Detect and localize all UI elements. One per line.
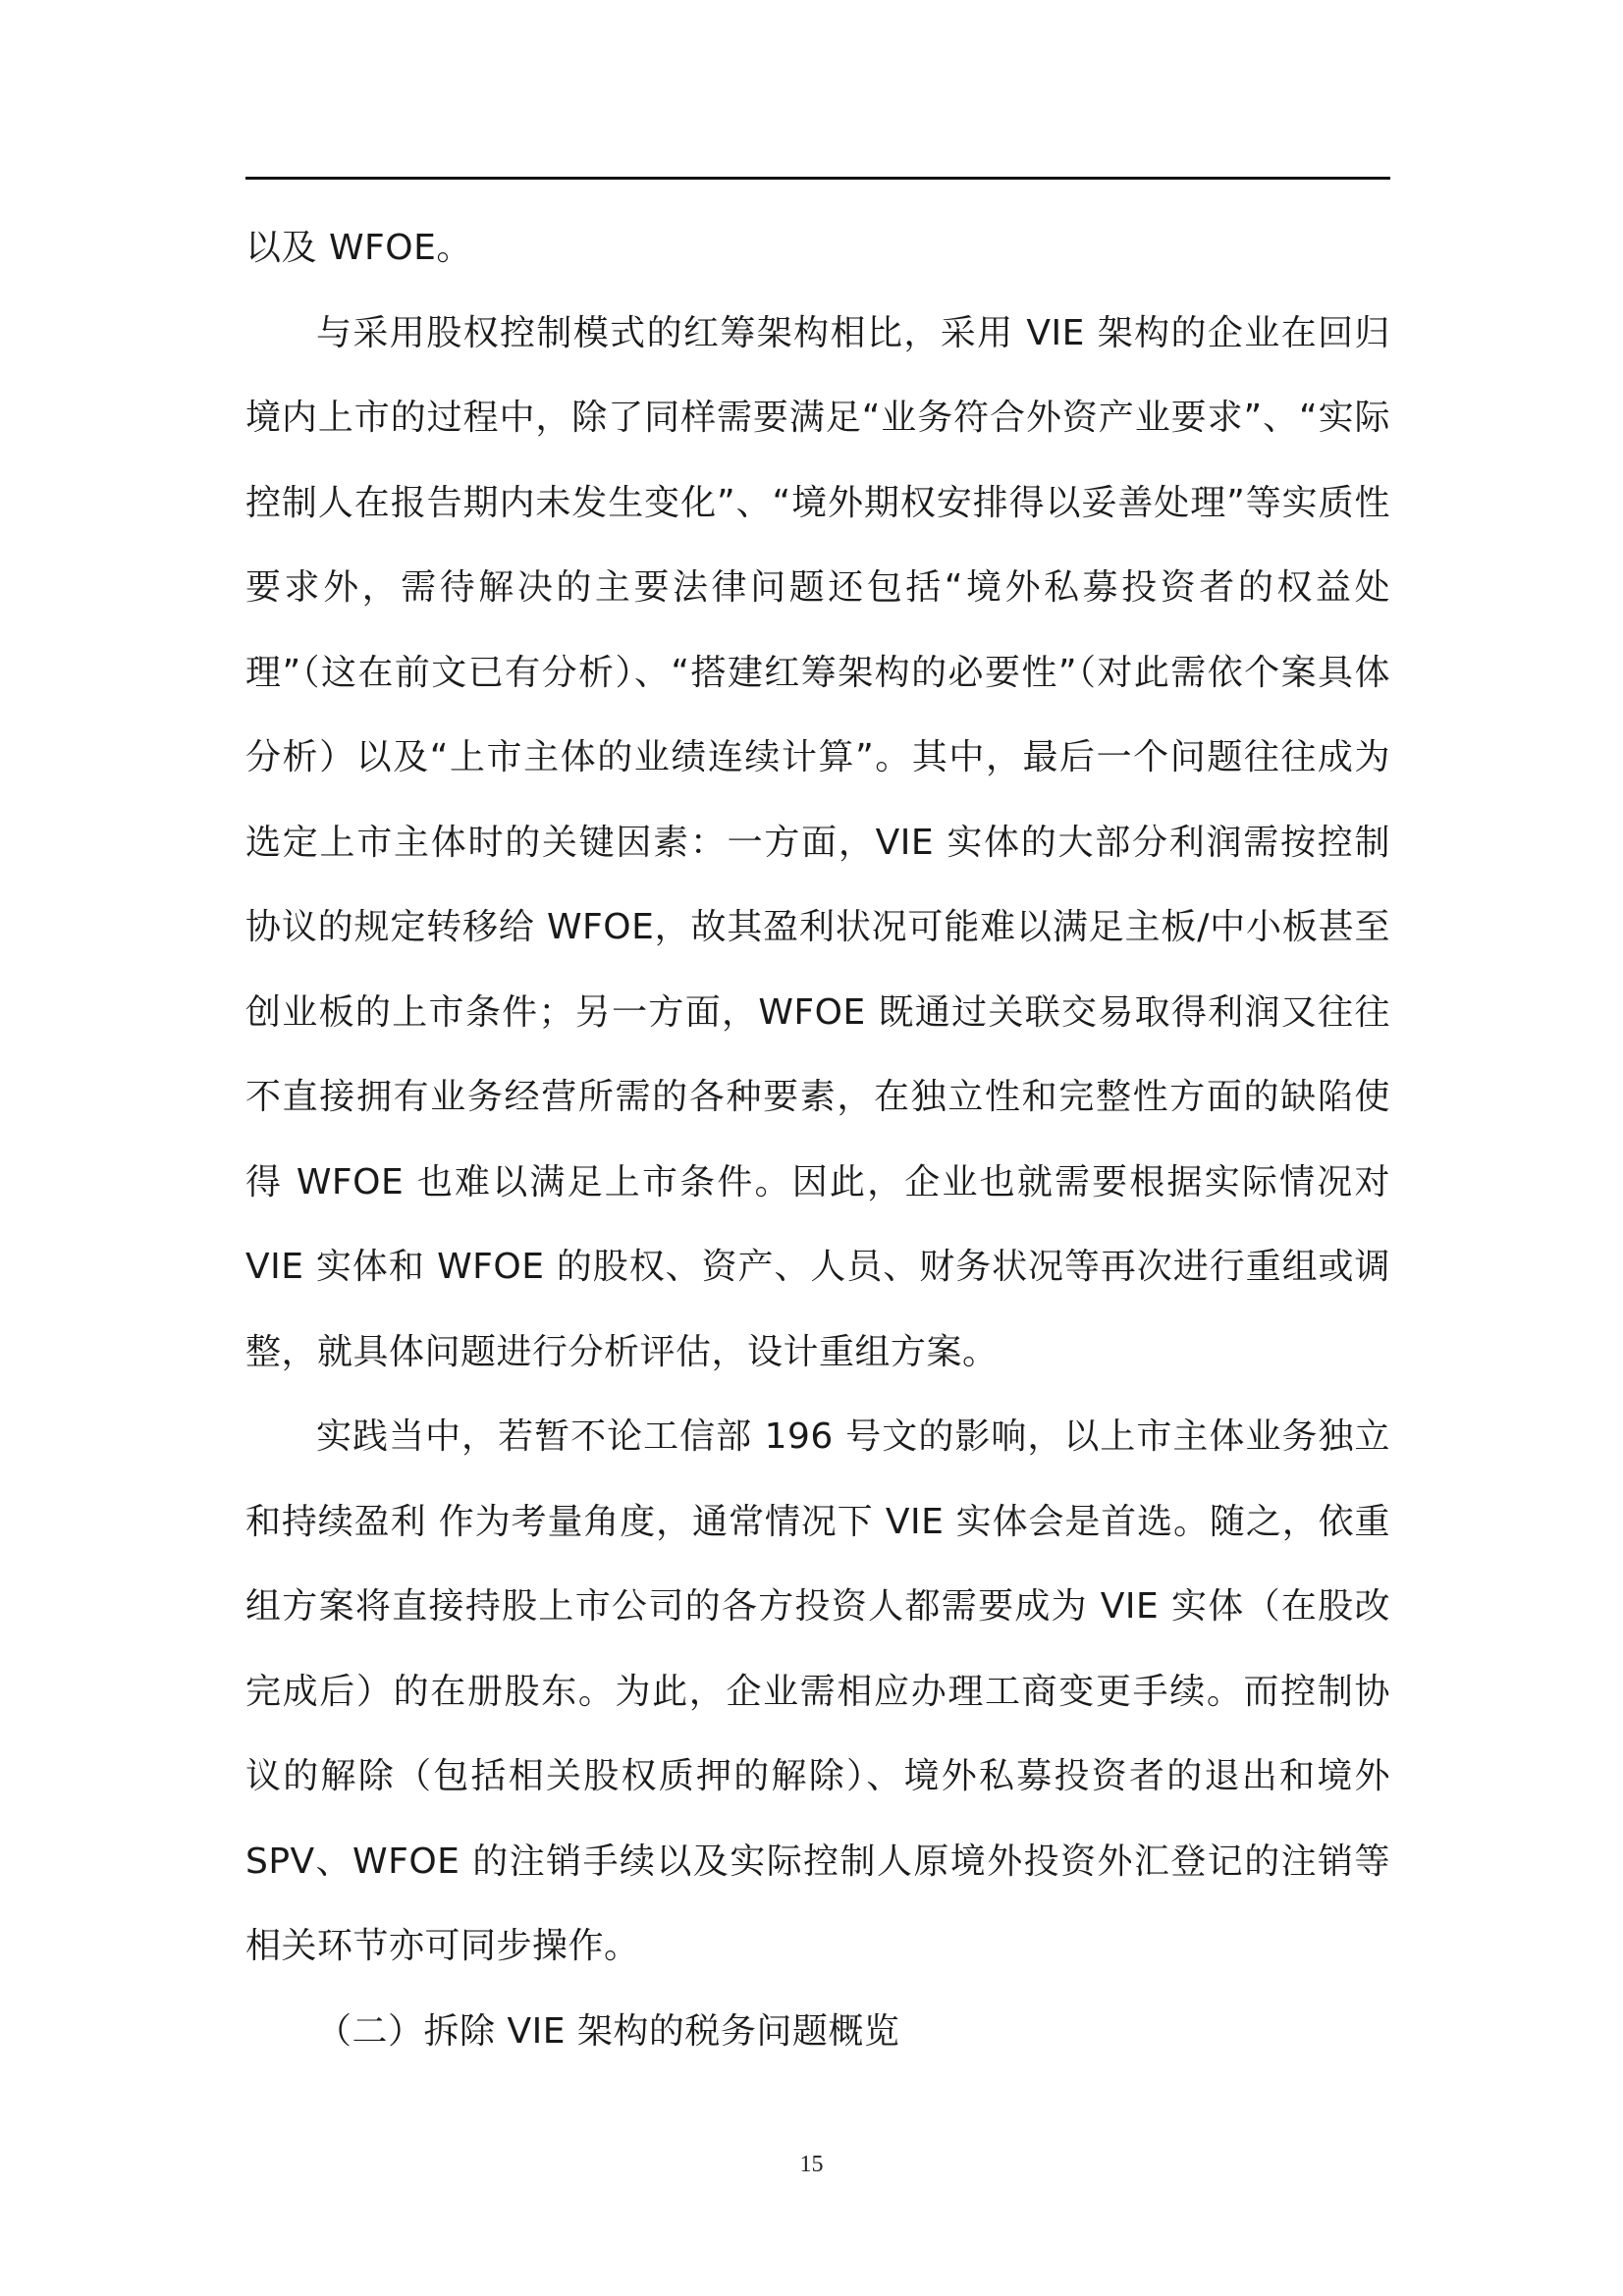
page-number: 15 xyxy=(799,2152,824,2177)
body-text xyxy=(245,206,1390,2074)
paragraph-practice-restructuring: 实践当中，若暂不论工信部 196 号文的影响，以上市主体业务独立和持续盈利 作为考量角度，通常情况下 VIE 实体会是首选。随之，依重组方案将直接持股上市公司的各方投资人都需要成为 VIE 实体（在股改完成后）的在册股东。为此，企业需相应办理工商变更手续。而控制协议的解除（包括相关股权质押的解除）、境外私募投资者的退出和境外 SPV、WFOE 的注销手续以及实际控制人原境外投资外汇登记的注销等相关环节亦可同步操作。 xyxy=(245,1416,1390,1966)
header-rule xyxy=(245,177,1390,180)
section-heading-tax-issues: （二）拆除 VIE 架构的税务问题概览 xyxy=(316,2010,900,2052)
paragraph-vie-legal-issues: 与采用股权控制模式的红筹架构相比，采用 VIE 架构的企业在回归境内上市的过程中，除了同样需要满足“业务符合外资产业要求”、“实际控制人在报告期内未发生变化”、“境外期权安排得以妥善处理”等实质性要求外，需待解决的主要法律问题还包括“境外私募投资者的权益处理”（这在前文已有分析）、“搭建红筹架构的必要性”（对此需依个案具体分析）以及“上市主体的业绩连续计算”。其中，最后一个问题往往成为选定上市主体时的关键因素：一方面，VIE 实体的大部分利润需按控制协议的规定转移给 WFOE，故其盈利状况可能难以满足主板/中小板甚至创业板的上市条件；另一方面，WFOE 既通过关联交易取得利润又往往不直接拥有业务经营所需的各种要素，在独立性和完整性方面的缺陷使得 WFOE 也难以满足上市条件。因此，企业也就需要根据实际情况对 VIE 实体和 WFOE 的股权、资产、人员、财务状况等再次进行重组或调整，就具体问题进行分析评估，设计重组方案。 xyxy=(245,312,1390,1372)
paragraph-continuation: 以及 WFOE。 xyxy=(245,228,472,268)
